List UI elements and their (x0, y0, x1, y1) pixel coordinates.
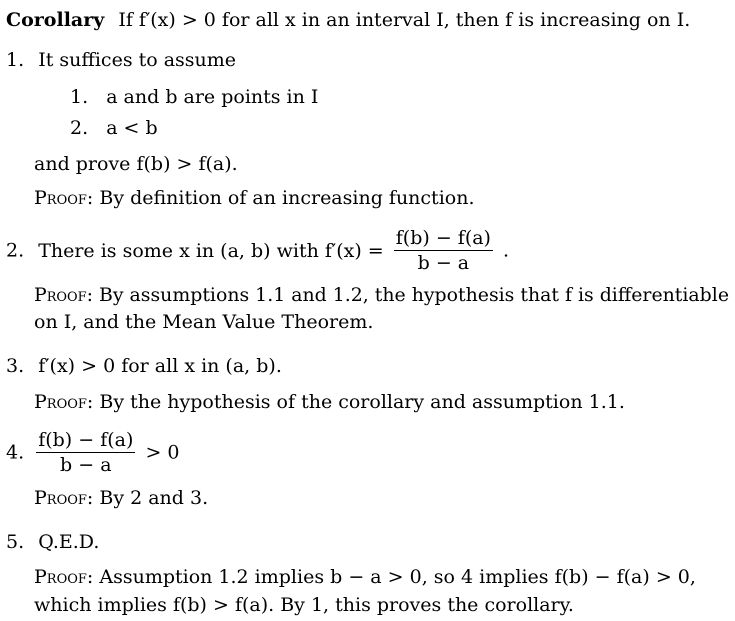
step-2-proof-line-2: on I, and the Mean Value Theorem. (34, 311, 374, 333)
step-1-text: It suffices to assume (38, 49, 237, 71)
step-1-after: and prove f(b) > f(a). (34, 153, 238, 175)
step-5 (6, 530, 99, 554)
step-3-text: f′(x) > 0 for all x in (a, b). (38, 355, 282, 377)
step-2-text: There is some x in (a, b) with f′(x) = (38, 239, 384, 262)
proof-label: Proof: (34, 566, 94, 588)
fraction-numerator: f(b) − f(a) (38, 429, 134, 451)
proof-text: Assumption 1.2 implies b − a > 0, so 4 implies f(b) − f(a) > 0, (99, 566, 696, 588)
proof-text: By 2 and 3. (99, 487, 209, 509)
proof-label: Proof: (34, 391, 94, 413)
proof-text: By the hypothesis of the corollary and assumption 1.1. (99, 391, 625, 413)
corollary-label: Corollary (6, 9, 105, 31)
step-3-number: 3. (6, 355, 25, 377)
corollary-text: If f′(x) > 0 for all x in an interval I, then f is increasing on I. (118, 9, 691, 31)
step-2-period: . (503, 239, 510, 262)
step-1 (6, 48, 236, 72)
step-2 (6, 226, 509, 275)
fraction-denominator: b − a (60, 454, 112, 476)
corollary-statement (6, 8, 690, 32)
step-1-number: 1. (6, 49, 25, 71)
subitem-1-number: 1. (70, 86, 89, 108)
step-4 (6, 428, 180, 477)
proof-label: Proof: (34, 487, 94, 509)
step-2-number: 2. (6, 239, 25, 262)
step-4-proof (34, 486, 208, 510)
step-3-proof (34, 390, 625, 414)
step-2-proof-line-1 (34, 283, 729, 307)
step-1-proof (34, 186, 474, 210)
step-4-inequality: > 0 (145, 441, 180, 464)
step-4-number: 4. (6, 441, 25, 464)
step-1-subitem-2 (70, 116, 158, 140)
proof-label: Proof: (34, 284, 93, 306)
step-1-subitem-1 (70, 85, 318, 109)
step-2-fraction (394, 226, 493, 275)
step-5-proof-line-1 (34, 565, 696, 589)
step-5-text: Q.E.D. (38, 531, 100, 553)
step-5-number: 5. (6, 531, 25, 553)
step-4-fraction (36, 428, 135, 477)
subitem-2-number: 2. (70, 117, 89, 139)
fraction-numerator: f(b) − f(a) (395, 227, 491, 249)
proof-label: Proof: (34, 187, 94, 209)
fraction-denominator: b − a (417, 252, 470, 274)
proof-text: By definition of an increasing function. (99, 187, 475, 209)
step-3 (6, 354, 282, 378)
subitem-1-text: a and b are points in I (106, 86, 319, 108)
proof-text: By assumptions 1.1 and 1.2, the hypothesis that f is differentiable (98, 284, 729, 306)
step-5-proof-line-2: which implies f(b) > f(a). By 1, this proves the corollary. (34, 594, 574, 616)
subitem-2-text: a < b (106, 117, 158, 139)
